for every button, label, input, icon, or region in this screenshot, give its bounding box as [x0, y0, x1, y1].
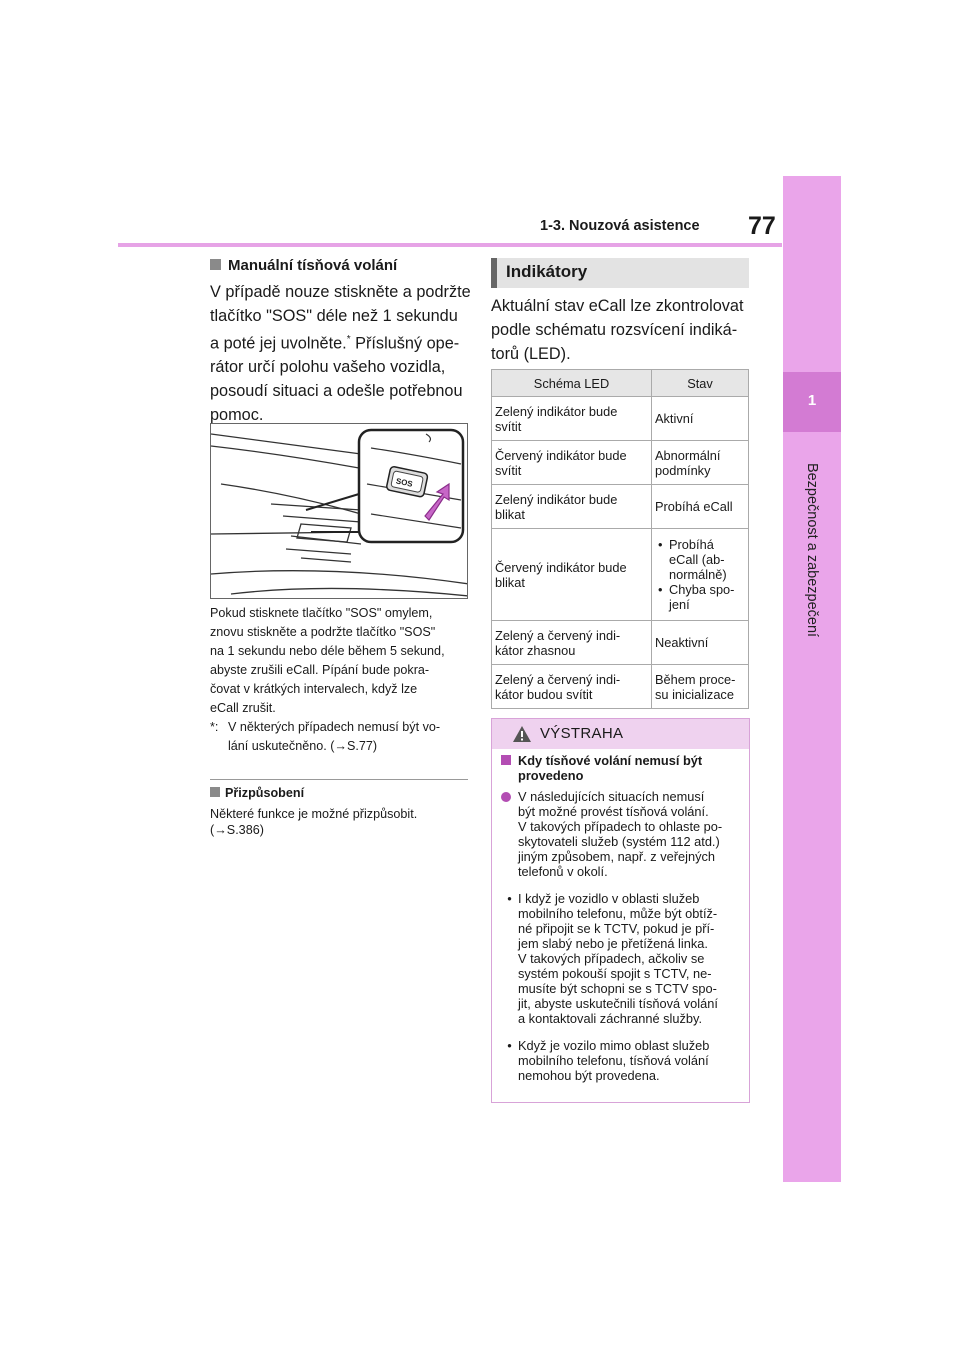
warning-box [491, 718, 750, 1103]
column-header-status: Stav [652, 370, 749, 397]
column-header-pattern: Schéma LED [492, 370, 652, 397]
led-status-cell [652, 529, 749, 621]
header-section-title: 1-3. Nouzová asistence [540, 218, 700, 234]
overhead-console-drawing [211, 424, 468, 599]
indicators-paragraph: Aktuální stav eCall lze zkontrolovat podle schématu rozsvícení indiká- torů (LED). [491, 297, 744, 363]
warning-title: VÝSTRAHA [540, 725, 624, 742]
table-row [492, 485, 749, 529]
table-header-row [492, 370, 749, 397]
table-row [492, 529, 749, 621]
led-pattern-cell: Červený indikátor bude blikat [492, 529, 652, 621]
warning-item: V následujících situacích nemusí být možné provést tísňová volání. V takových případech to ohlaste po- skytovateli služeb (systém 112 atd.) jiným způsobem, např. z veřejných telefonů v okolí. [501, 789, 741, 879]
warning-item: • I když je vozidlo v oblasti služeb mobilního telefonu, může být obtíž- né připojit se k TCTV, pokud je pří- jem slabý nebo je přetížená linka. V takových případech, ačkoliv se systém pokouší spojit s TCTV, ne- musíte být schopni se s TCTV spo- jit, abyste uskutečnili tísňová volání a kontaktovali záchranné služby. [501, 891, 741, 1026]
status-bullet: • Chyba spo- jení [669, 582, 745, 612]
led-status-cell: Neaktivní [652, 621, 749, 665]
sos-button-illustration [210, 423, 468, 599]
square-bullet-icon [210, 259, 221, 270]
warning-triangle-icon [512, 725, 532, 743]
led-status-cell: Během proce- su inicializace [652, 665, 749, 709]
bullet-dot: • [507, 1038, 512, 1053]
customization-paragraph: Některé funkce je možné přizpůsobit. (→S.386) [210, 807, 418, 837]
indicators-heading: Indikátory [506, 262, 588, 281]
table-row [492, 665, 749, 709]
manual-call-heading: Manuální tísňová volání [210, 257, 397, 274]
footnote-mark: *: [210, 720, 219, 734]
warning-header [492, 719, 749, 749]
led-status-table [491, 369, 749, 709]
header-divider [118, 243, 782, 247]
warning-item: • Když je vozilo mimo oblast služeb mobilního telefonu, tísňová volání nemohou být provedena. [501, 1038, 741, 1083]
led-status-cell: Probíhá eCall [652, 485, 749, 529]
manual-call-paragraph: V případě nouze stiskněte a podržte tlačítko "SOS" déle než 1 sekundu a poté jej uvolněte.* Příslušný ope- rátor určí polohu vašeho vozidla, posoudí situaci a odešle potřebnou pomoc. [210, 283, 471, 425]
led-status-cell: Aktivní [652, 397, 749, 441]
table-row [492, 397, 749, 441]
led-pattern-cell: Zelený indikátor bude blikat [492, 485, 652, 529]
table-row [492, 441, 749, 485]
led-pattern-cell: Zelený a červený indi- kátor zhasnou [492, 621, 652, 665]
led-pattern-cell: Červený indikátor bude svítit [492, 441, 652, 485]
led-pattern-cell: Zelený a červený indi- kátor budou svítit [492, 665, 652, 709]
square-bullet-icon [210, 787, 220, 797]
section-divider [210, 779, 468, 780]
led-status-cell: Abnormální podmínky [652, 441, 749, 485]
footnote: *: V některých případech nemusí být vo- lání uskutečněno. (→S.77) [210, 718, 468, 756]
asterisk-mark: * [346, 334, 351, 345]
status-bullet: • Probíhá eCall (ab- normálně) [669, 537, 745, 582]
chapter-number: 1 [807, 392, 817, 409]
chapter-side-tab [783, 176, 841, 1182]
heading-accent-bar [491, 258, 497, 288]
bullet-dot: • [507, 891, 512, 906]
chapter-title: Bezpečnost a zabezpečení [804, 462, 820, 638]
table-row [492, 621, 749, 665]
warning-body [501, 751, 741, 1083]
square-bullet-icon [501, 755, 511, 765]
illustration-caption: Pokud stisknete tlačítko "SOS" omylem, znovu stiskněte a podržte tlačítko "SOS" na 1 sekundu nebo déle během 5 sekund, abyste zrušili eCall. Pípání bude pokra- čovat v krátkých intervalech, když lze eCall zrušit. [210, 606, 445, 715]
circle-bullet-icon [501, 792, 511, 802]
led-pattern-cell: Zelený indikátor bude svítit [492, 397, 652, 441]
customization-heading: Přizpůsobení [210, 786, 304, 800]
warning-heading: Kdy tísňové volání nemusí být provedeno [501, 753, 741, 783]
page-number: 77 [748, 212, 776, 240]
sos-label: SOS [395, 476, 414, 489]
indicators-heading-box [491, 258, 749, 288]
